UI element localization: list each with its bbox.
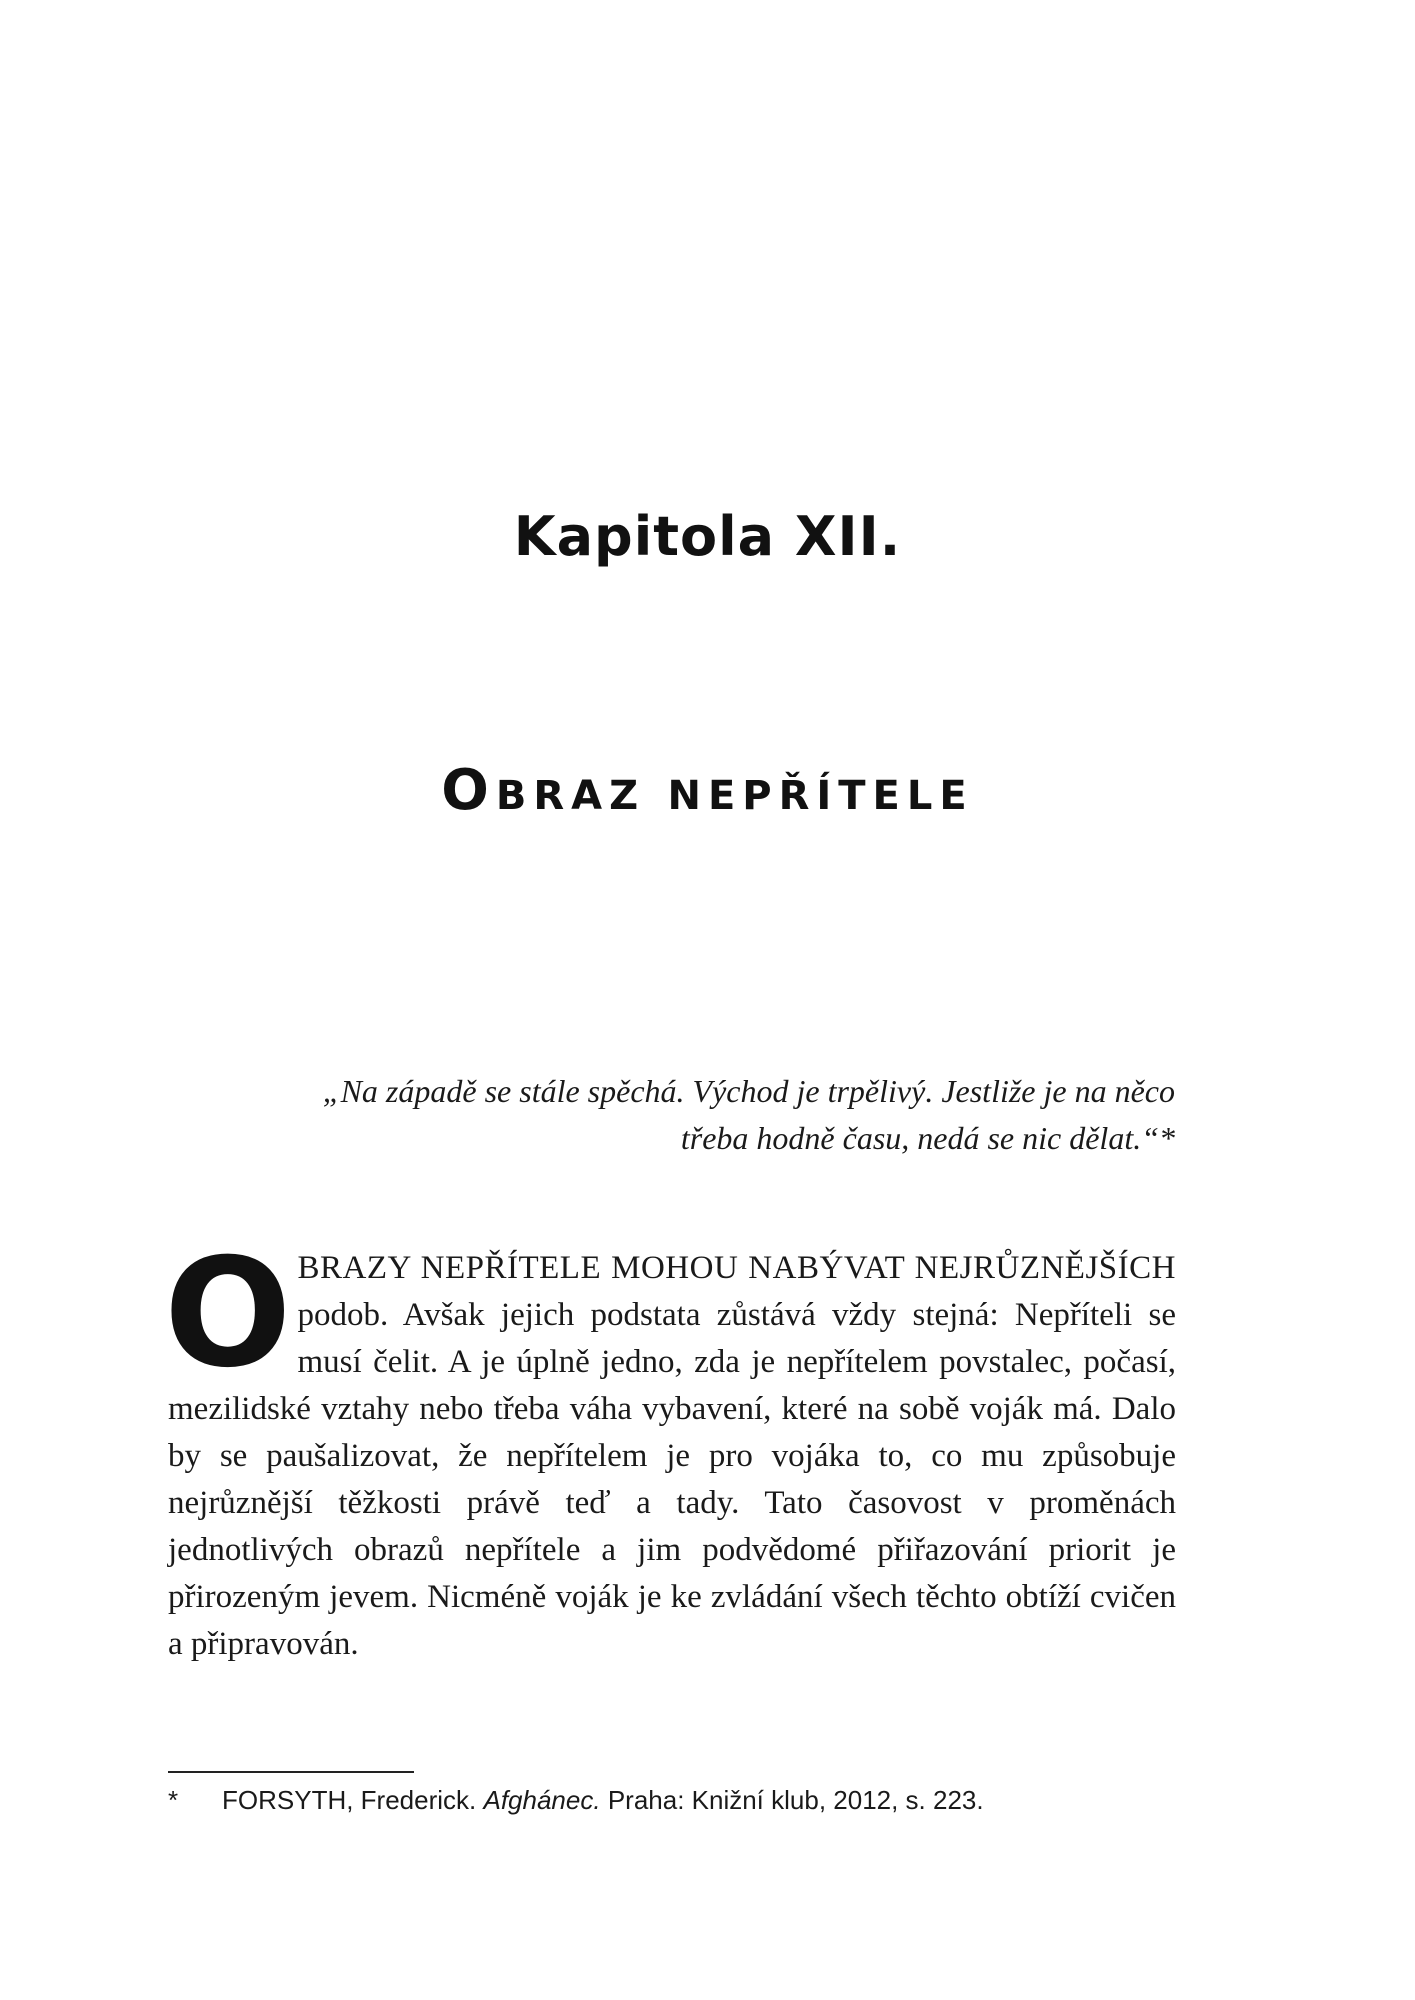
chapter-title-initial: O <box>441 758 496 823</box>
epigraph-line-1: „Na západě se stále spěchá. Východ je trpělivý. Jestliže je na něco <box>322 1073 1175 1109</box>
chapter-title <box>0 758 1415 823</box>
footnote <box>168 1783 1176 1817</box>
chapter-title-word1-rest: BRAZ <box>495 773 646 819</box>
drop-cap: O <box>164 1227 292 1401</box>
epigraph-line-2: třeba hodně času, nedá se nic dělat.“* <box>680 1120 1175 1156</box>
chapter-number: Kapitola XII. <box>513 505 902 568</box>
footnote-marker: * <box>168 1785 179 1815</box>
epigraph <box>240 1068 1175 1162</box>
footnote-work-title: Afghánec. <box>483 1785 601 1815</box>
footnote-author: FORSYTH, Frederick. <box>222 1785 477 1815</box>
body-text: podob. Avšak jejich podstata zůstává vždy stejná: Nepříteli se musí čelit. A je úplně jedno, zda je nepřítelem povstalec, počasí, mezilidské vztahy nebo třeba váha vybavení, které na sobě voják má. Dalo by se paušalizovat, že nepřítelem je pro vojáka to, co mu způsobuje nejrůznější těžkosti právě teď a tady. Tato časovost v proměnách jednotlivých obrazů nepřítele a jim podvědomé přiřazování priorit je přirozeným jevem. Nicméně voják je ke zvládání všech těchto obtíží cvičen a připravován. <box>168 1297 1176 1662</box>
footnote-publication: Praha: Knižní klub, 2012, s. 223. <box>607 1785 984 1815</box>
footnote-divider <box>168 1771 414 1773</box>
chapter-title-word2: NEPŘÍTELE <box>667 773 974 819</box>
body-paragraph <box>164 1227 1176 1668</box>
lead-in-caps: BRAZY NEPŘÍTELE MOHOU NABÝVAT NEJRŮZNĚJŠÍCH <box>297 1250 1176 1286</box>
